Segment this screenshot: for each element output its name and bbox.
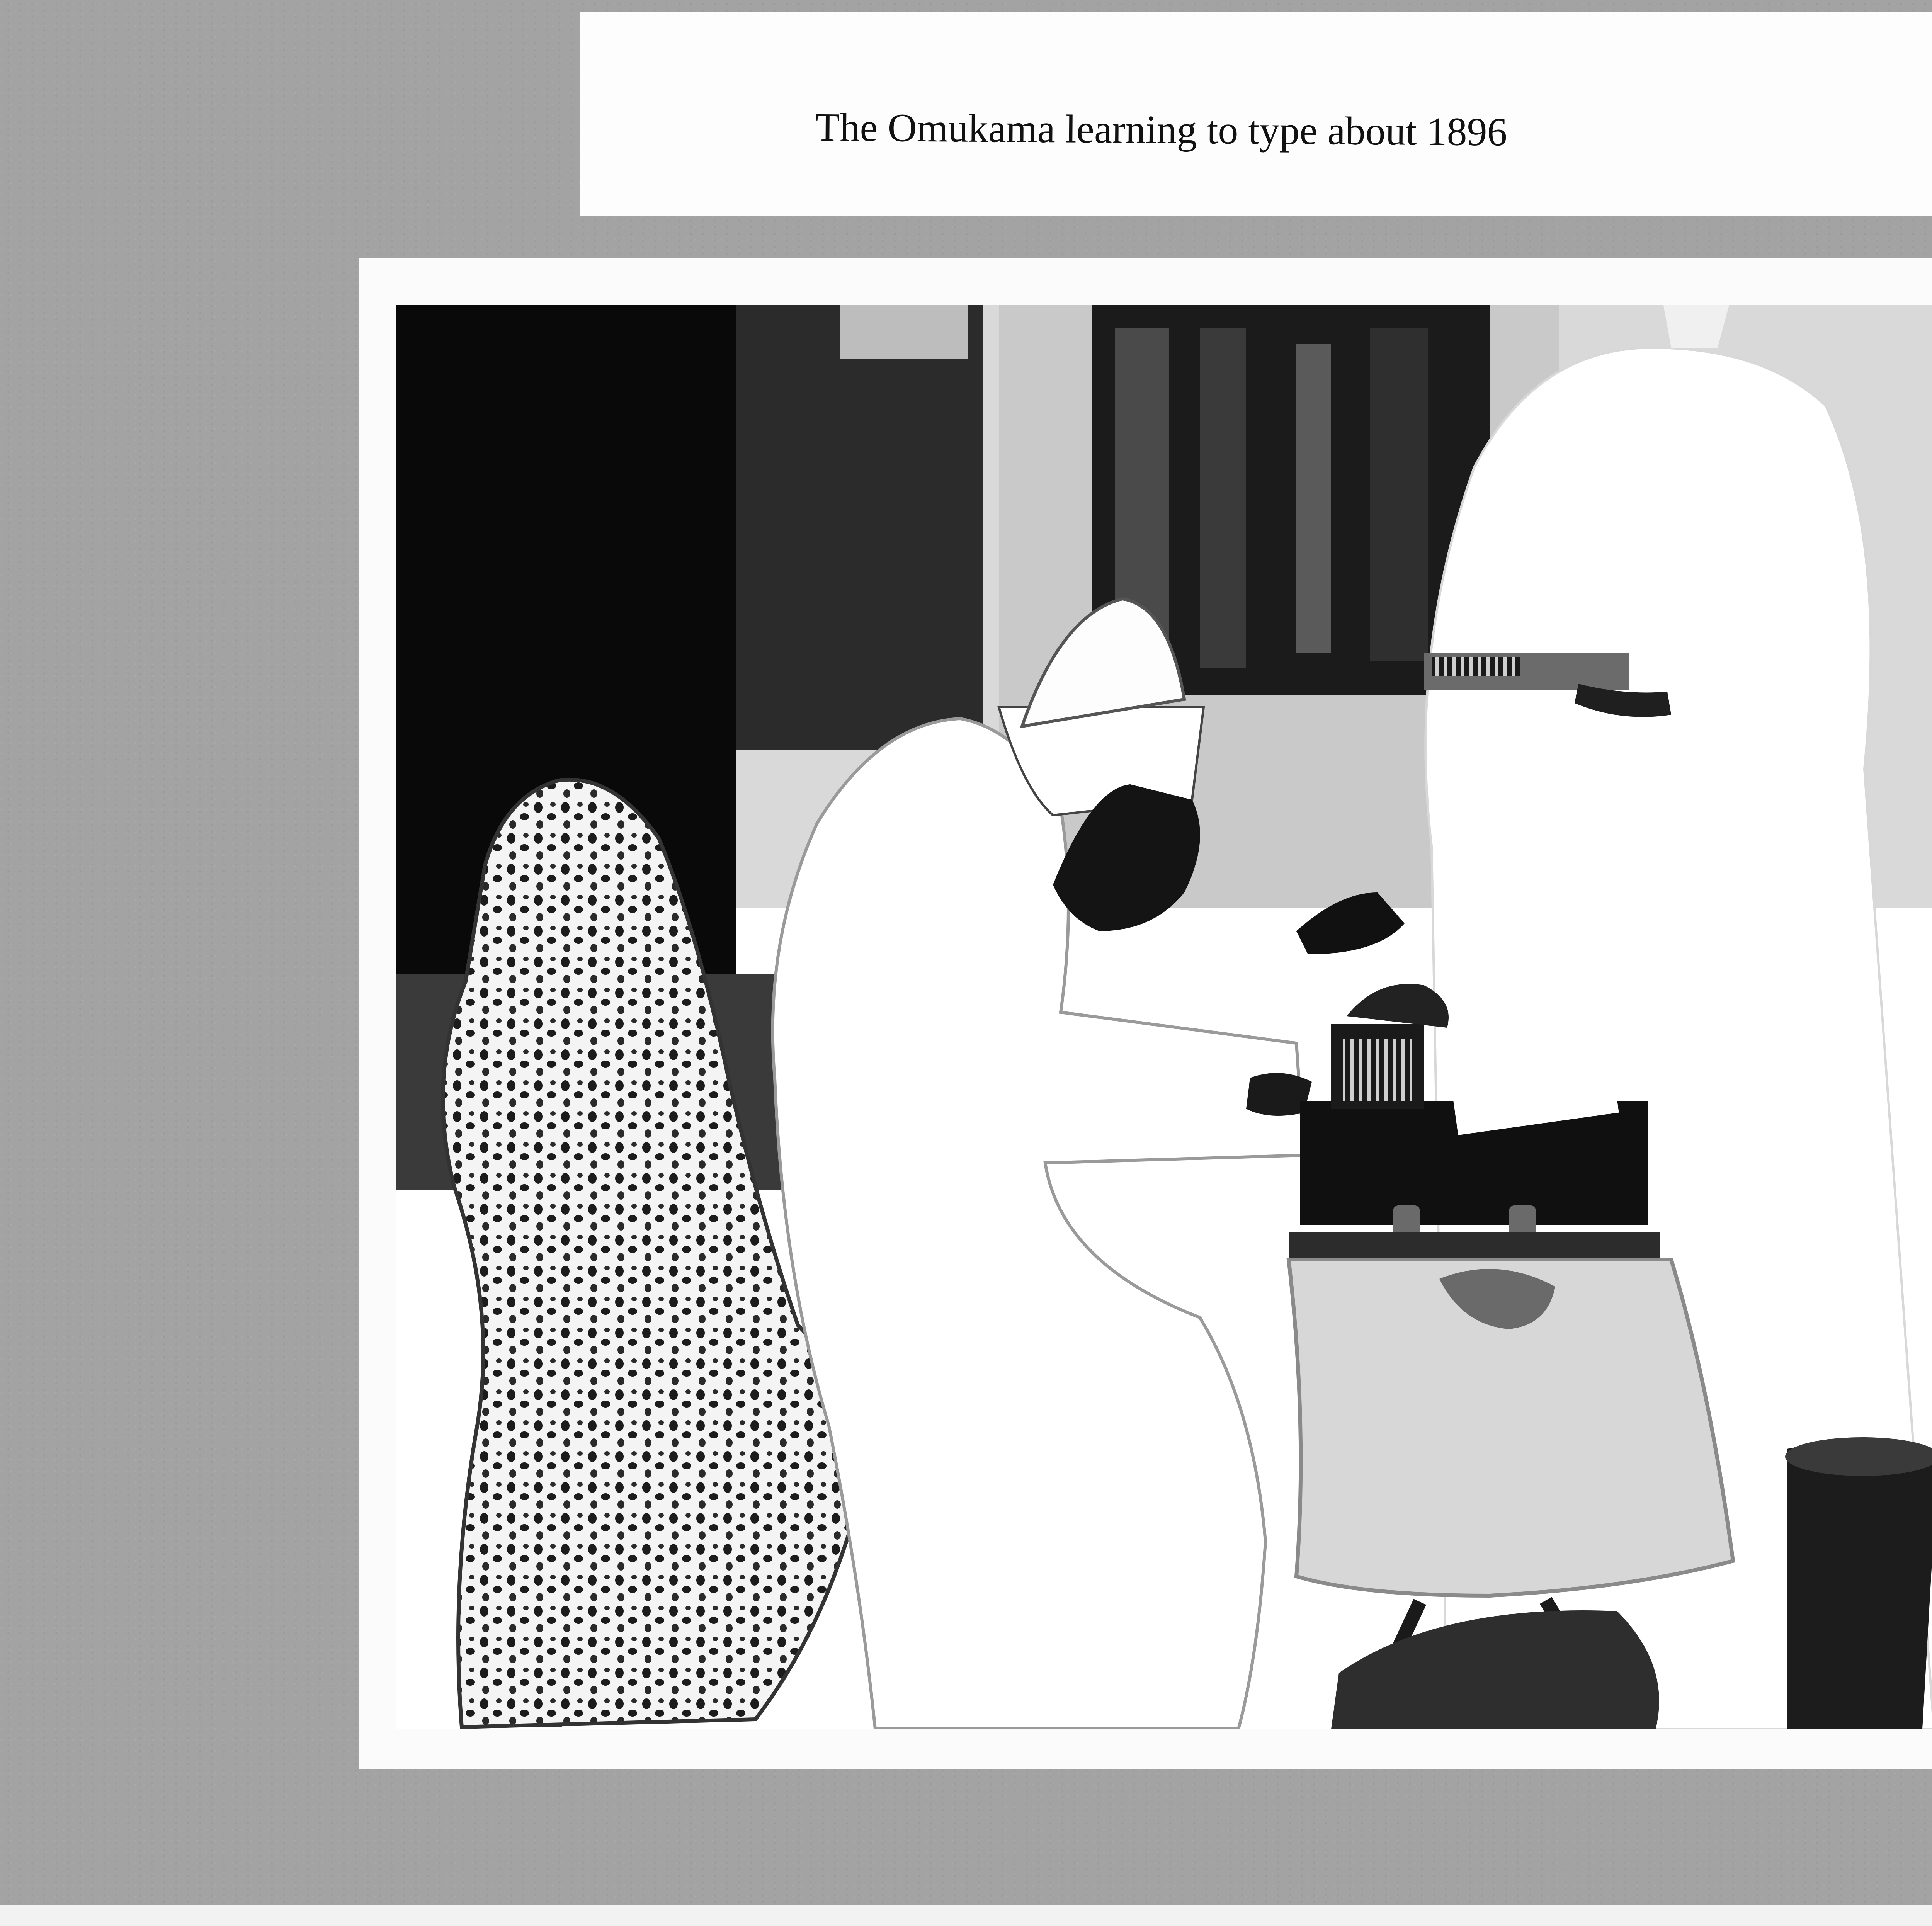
photograph-illustration [396,305,1932,1729]
photograph [396,305,1932,1729]
door-post [736,305,983,750]
wall-hanging [840,305,968,359]
caption-text: The Omukama learning to type about 1896 [815,105,1508,155]
wooden-bucket [1785,1437,1932,1729]
photo-mount [359,258,1932,1769]
scan-bottom-edge [0,1905,1932,1926]
caption-label [580,12,1932,216]
